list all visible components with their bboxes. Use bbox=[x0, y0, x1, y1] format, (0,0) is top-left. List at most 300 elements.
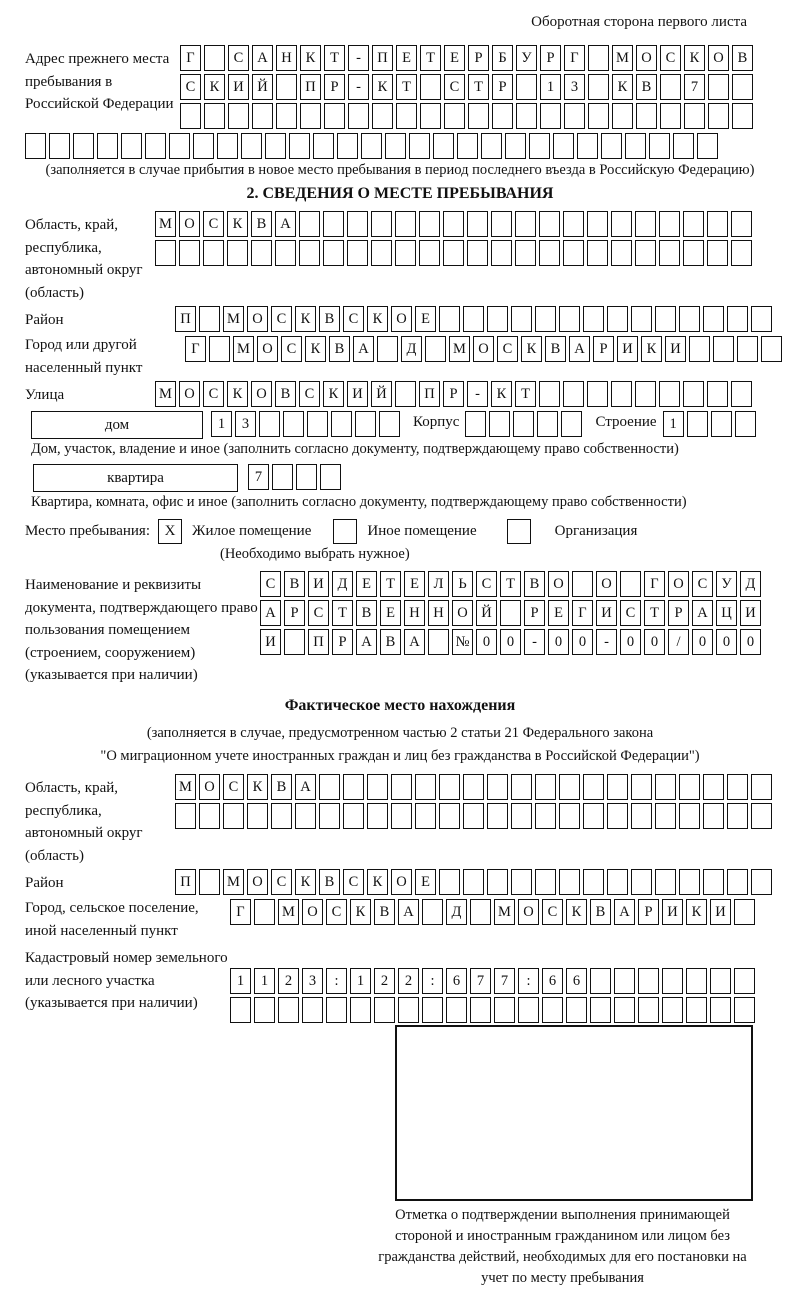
char-cell[interactable]: Д bbox=[740, 571, 761, 597]
char-cell[interactable] bbox=[489, 411, 510, 437]
char-cell[interactable]: В bbox=[329, 336, 350, 362]
char-cell[interactable] bbox=[511, 803, 532, 829]
char-cell[interactable]: С bbox=[299, 381, 320, 407]
char-cell[interactable]: Д bbox=[332, 571, 353, 597]
char-cell[interactable] bbox=[711, 411, 732, 437]
char-cell[interactable] bbox=[491, 211, 512, 237]
char-cell[interactable] bbox=[203, 240, 224, 266]
char-cell[interactable] bbox=[419, 211, 440, 237]
char-cell[interactable]: О bbox=[452, 600, 473, 626]
char-cell[interactable]: А bbox=[569, 336, 590, 362]
char-cell[interactable] bbox=[660, 103, 681, 129]
char-cell[interactable]: С bbox=[692, 571, 713, 597]
stamp-box[interactable] bbox=[395, 1025, 753, 1201]
char-cell[interactable]: Е bbox=[415, 306, 436, 332]
char-cell[interactable]: Е bbox=[396, 45, 417, 71]
char-cell[interactable]: К bbox=[300, 45, 321, 71]
char-cell[interactable]: И bbox=[596, 600, 617, 626]
char-cell[interactable] bbox=[601, 133, 622, 159]
char-cell[interactable] bbox=[683, 211, 704, 237]
char-cell[interactable] bbox=[337, 133, 358, 159]
char-cell[interactable]: Р bbox=[284, 600, 305, 626]
char-cell[interactable]: Г bbox=[564, 45, 585, 71]
char-cell[interactable] bbox=[347, 211, 368, 237]
char-cell[interactable] bbox=[300, 103, 321, 129]
char-cell[interactable] bbox=[539, 211, 560, 237]
char-cell[interactable] bbox=[422, 997, 443, 1023]
char-cell[interactable]: И bbox=[740, 600, 761, 626]
char-cell[interactable] bbox=[331, 411, 352, 437]
char-cell[interactable]: М bbox=[494, 899, 515, 925]
char-cell[interactable]: - bbox=[467, 381, 488, 407]
char-cell[interactable] bbox=[686, 997, 707, 1023]
char-cell[interactable] bbox=[377, 336, 398, 362]
char-cell[interactable] bbox=[566, 997, 587, 1023]
char-cell[interactable] bbox=[734, 968, 755, 994]
char-cell[interactable] bbox=[660, 74, 681, 100]
char-cell[interactable]: С bbox=[343, 306, 364, 332]
char-cell[interactable] bbox=[655, 869, 676, 895]
char-cell[interactable]: Ц bbox=[716, 600, 737, 626]
char-cell[interactable]: О bbox=[518, 899, 539, 925]
dom-box[interactable]: дом bbox=[31, 411, 203, 439]
char-cell[interactable]: А bbox=[353, 336, 374, 362]
char-cell[interactable] bbox=[631, 869, 652, 895]
char-cell[interactable] bbox=[355, 411, 376, 437]
char-cell[interactable]: М bbox=[155, 211, 176, 237]
char-cell[interactable] bbox=[587, 381, 608, 407]
char-cell[interactable]: 3 bbox=[235, 411, 256, 437]
char-cell[interactable]: С bbox=[542, 899, 563, 925]
char-cell[interactable]: О bbox=[391, 306, 412, 332]
char-cell[interactable]: 3 bbox=[302, 968, 323, 994]
char-cell[interactable] bbox=[611, 240, 632, 266]
char-cell[interactable] bbox=[577, 133, 598, 159]
char-cell[interactable] bbox=[542, 997, 563, 1023]
char-cell[interactable] bbox=[537, 411, 558, 437]
char-cell[interactable] bbox=[457, 133, 478, 159]
char-cell[interactable] bbox=[252, 103, 273, 129]
char-cell[interactable] bbox=[636, 103, 657, 129]
char-cell[interactable] bbox=[467, 240, 488, 266]
char-cell[interactable] bbox=[662, 968, 683, 994]
char-cell[interactable] bbox=[751, 869, 772, 895]
char-cell[interactable] bbox=[563, 240, 584, 266]
char-cell[interactable]: Р bbox=[324, 74, 345, 100]
char-cell[interactable]: И bbox=[617, 336, 638, 362]
char-cell[interactable]: У bbox=[516, 45, 537, 71]
char-cell[interactable] bbox=[228, 103, 249, 129]
char-cell[interactable] bbox=[367, 803, 388, 829]
char-cell[interactable] bbox=[727, 774, 748, 800]
char-cell[interactable] bbox=[559, 803, 580, 829]
char-cell[interactable] bbox=[727, 803, 748, 829]
char-cell[interactable] bbox=[713, 336, 734, 362]
char-cell[interactable] bbox=[583, 803, 604, 829]
char-cell[interactable] bbox=[396, 103, 417, 129]
char-cell[interactable]: К bbox=[204, 74, 225, 100]
char-cell[interactable]: С bbox=[228, 45, 249, 71]
char-cell[interactable]: 1 bbox=[663, 411, 684, 437]
char-cell[interactable] bbox=[361, 133, 382, 159]
char-cell[interactable]: С bbox=[180, 74, 201, 100]
char-cell[interactable] bbox=[529, 133, 550, 159]
char-cell[interactable] bbox=[299, 211, 320, 237]
char-cell[interactable] bbox=[751, 774, 772, 800]
char-cell[interactable]: - bbox=[524, 629, 545, 655]
char-cell[interactable] bbox=[223, 803, 244, 829]
char-cell[interactable]: 7 bbox=[248, 464, 269, 490]
char-cell[interactable]: Й bbox=[476, 600, 497, 626]
char-cell[interactable] bbox=[398, 997, 419, 1023]
char-cell[interactable] bbox=[703, 306, 724, 332]
char-cell[interactable] bbox=[419, 240, 440, 266]
char-cell[interactable] bbox=[265, 133, 286, 159]
char-cell[interactable] bbox=[588, 103, 609, 129]
char-cell[interactable] bbox=[324, 103, 345, 129]
char-cell[interactable] bbox=[631, 774, 652, 800]
char-cell[interactable] bbox=[385, 133, 406, 159]
char-cell[interactable] bbox=[655, 306, 676, 332]
char-cell[interactable] bbox=[734, 997, 755, 1023]
char-cell[interactable] bbox=[505, 133, 526, 159]
char-cell[interactable]: М bbox=[612, 45, 633, 71]
char-cell[interactable] bbox=[204, 103, 225, 129]
char-cell[interactable]: 2 bbox=[374, 968, 395, 994]
char-cell[interactable]: С bbox=[203, 381, 224, 407]
char-cell[interactable]: К bbox=[227, 211, 248, 237]
char-cell[interactable] bbox=[679, 306, 700, 332]
char-cell[interactable]: П bbox=[372, 45, 393, 71]
char-cell[interactable] bbox=[638, 968, 659, 994]
char-cell[interactable] bbox=[683, 240, 704, 266]
char-cell[interactable]: Н bbox=[404, 600, 425, 626]
char-cell[interactable] bbox=[679, 869, 700, 895]
char-cell[interactable] bbox=[635, 211, 656, 237]
char-cell[interactable]: В bbox=[356, 600, 377, 626]
char-cell[interactable] bbox=[391, 774, 412, 800]
char-cell[interactable] bbox=[371, 240, 392, 266]
char-cell[interactable]: Г bbox=[180, 45, 201, 71]
char-cell[interactable] bbox=[590, 968, 611, 994]
char-cell[interactable] bbox=[761, 336, 782, 362]
char-cell[interactable]: Т bbox=[380, 571, 401, 597]
char-cell[interactable] bbox=[307, 411, 328, 437]
char-cell[interactable]: Г bbox=[644, 571, 665, 597]
char-cell[interactable] bbox=[659, 240, 680, 266]
checkbox-inoe[interactable] bbox=[333, 519, 357, 544]
char-cell[interactable]: Т bbox=[420, 45, 441, 71]
char-cell[interactable] bbox=[230, 997, 251, 1023]
char-cell[interactable]: В bbox=[545, 336, 566, 362]
char-cell[interactable] bbox=[180, 103, 201, 129]
char-cell[interactable] bbox=[446, 997, 467, 1023]
char-cell[interactable]: М bbox=[155, 381, 176, 407]
char-cell[interactable]: А bbox=[260, 600, 281, 626]
char-cell[interactable]: 0 bbox=[620, 629, 641, 655]
char-cell[interactable] bbox=[395, 240, 416, 266]
char-cell[interactable] bbox=[614, 968, 635, 994]
char-cell[interactable]: : bbox=[326, 968, 347, 994]
kvartira-box[interactable]: квартира bbox=[33, 464, 238, 492]
char-cell[interactable]: Е bbox=[380, 600, 401, 626]
char-cell[interactable]: А bbox=[692, 600, 713, 626]
char-cell[interactable] bbox=[97, 133, 118, 159]
char-cell[interactable]: 6 bbox=[446, 968, 467, 994]
char-cell[interactable]: Т bbox=[324, 45, 345, 71]
char-cell[interactable] bbox=[247, 803, 268, 829]
char-cell[interactable]: О bbox=[548, 571, 569, 597]
char-cell[interactable]: 2 bbox=[398, 968, 419, 994]
char-cell[interactable]: А bbox=[356, 629, 377, 655]
char-cell[interactable] bbox=[367, 774, 388, 800]
char-cell[interactable] bbox=[420, 74, 441, 100]
char-cell[interactable] bbox=[607, 306, 628, 332]
char-cell[interactable]: К bbox=[367, 306, 388, 332]
char-cell[interactable]: Т bbox=[468, 74, 489, 100]
char-cell[interactable] bbox=[732, 103, 753, 129]
char-cell[interactable] bbox=[271, 803, 292, 829]
char-cell[interactable]: В bbox=[319, 869, 340, 895]
char-cell[interactable] bbox=[470, 997, 491, 1023]
char-cell[interactable]: М bbox=[278, 899, 299, 925]
char-cell[interactable] bbox=[588, 74, 609, 100]
char-cell[interactable]: 7 bbox=[494, 968, 515, 994]
char-cell[interactable] bbox=[470, 899, 491, 925]
char-cell[interactable] bbox=[727, 869, 748, 895]
char-cell[interactable] bbox=[703, 774, 724, 800]
char-cell[interactable] bbox=[73, 133, 94, 159]
char-cell[interactable]: Е bbox=[356, 571, 377, 597]
char-cell[interactable]: - bbox=[596, 629, 617, 655]
char-cell[interactable] bbox=[635, 381, 656, 407]
char-cell[interactable] bbox=[697, 133, 718, 159]
char-cell[interactable]: И bbox=[260, 629, 281, 655]
char-cell[interactable]: К bbox=[521, 336, 542, 362]
char-cell[interactable] bbox=[319, 803, 340, 829]
char-cell[interactable] bbox=[326, 997, 347, 1023]
char-cell[interactable] bbox=[276, 74, 297, 100]
char-cell[interactable] bbox=[323, 240, 344, 266]
char-cell[interactable]: И bbox=[308, 571, 329, 597]
char-cell[interactable] bbox=[587, 240, 608, 266]
char-cell[interactable]: А bbox=[252, 45, 273, 71]
char-cell[interactable] bbox=[350, 997, 371, 1023]
char-cell[interactable]: С bbox=[343, 869, 364, 895]
char-cell[interactable]: В bbox=[732, 45, 753, 71]
char-cell[interactable]: В bbox=[524, 571, 545, 597]
char-cell[interactable]: А bbox=[614, 899, 635, 925]
char-cell[interactable] bbox=[443, 211, 464, 237]
char-cell[interactable]: Р bbox=[492, 74, 513, 100]
char-cell[interactable] bbox=[689, 336, 710, 362]
char-cell[interactable]: 1 bbox=[254, 968, 275, 994]
char-cell[interactable] bbox=[209, 336, 230, 362]
char-cell[interactable] bbox=[487, 306, 508, 332]
char-cell[interactable]: И bbox=[228, 74, 249, 100]
char-cell[interactable]: К bbox=[641, 336, 662, 362]
char-cell[interactable] bbox=[686, 968, 707, 994]
char-cell[interactable]: К bbox=[684, 45, 705, 71]
char-cell[interactable]: - bbox=[348, 74, 369, 100]
char-cell[interactable]: И bbox=[665, 336, 686, 362]
char-cell[interactable]: 1 bbox=[540, 74, 561, 100]
char-cell[interactable]: 7 bbox=[470, 968, 491, 994]
char-cell[interactable] bbox=[347, 240, 368, 266]
char-cell[interactable] bbox=[707, 240, 728, 266]
char-cell[interactable] bbox=[727, 306, 748, 332]
char-cell[interactable]: С bbox=[271, 306, 292, 332]
char-cell[interactable]: М bbox=[223, 306, 244, 332]
char-cell[interactable] bbox=[391, 803, 412, 829]
char-cell[interactable]: 0 bbox=[500, 629, 521, 655]
char-cell[interactable] bbox=[607, 803, 628, 829]
char-cell[interactable] bbox=[518, 997, 539, 1023]
char-cell[interactable] bbox=[553, 133, 574, 159]
char-cell[interactable] bbox=[625, 133, 646, 159]
char-cell[interactable]: Р bbox=[468, 45, 489, 71]
char-cell[interactable]: В bbox=[319, 306, 340, 332]
char-cell[interactable]: С bbox=[308, 600, 329, 626]
char-cell[interactable]: С bbox=[326, 899, 347, 925]
char-cell[interactable]: К bbox=[247, 774, 268, 800]
char-cell[interactable]: К bbox=[372, 74, 393, 100]
char-cell[interactable] bbox=[199, 803, 220, 829]
char-cell[interactable]: И bbox=[710, 899, 731, 925]
char-cell[interactable]: Г bbox=[185, 336, 206, 362]
char-cell[interactable]: А bbox=[275, 211, 296, 237]
char-cell[interactable] bbox=[372, 103, 393, 129]
char-cell[interactable] bbox=[731, 240, 752, 266]
char-cell[interactable] bbox=[395, 211, 416, 237]
char-cell[interactable] bbox=[204, 45, 225, 71]
char-cell[interactable] bbox=[467, 211, 488, 237]
char-cell[interactable]: 0 bbox=[716, 629, 737, 655]
char-cell[interactable] bbox=[710, 968, 731, 994]
char-cell[interactable] bbox=[500, 600, 521, 626]
char-cell[interactable]: В bbox=[636, 74, 657, 100]
char-cell[interactable]: Л bbox=[428, 571, 449, 597]
char-cell[interactable] bbox=[275, 240, 296, 266]
char-cell[interactable] bbox=[199, 869, 220, 895]
char-cell[interactable] bbox=[612, 103, 633, 129]
char-cell[interactable]: Е bbox=[548, 600, 569, 626]
char-cell[interactable] bbox=[494, 997, 515, 1023]
char-cell[interactable]: Р bbox=[443, 381, 464, 407]
char-cell[interactable] bbox=[278, 997, 299, 1023]
char-cell[interactable] bbox=[169, 133, 190, 159]
char-cell[interactable] bbox=[320, 464, 341, 490]
char-cell[interactable] bbox=[25, 133, 46, 159]
char-cell[interactable] bbox=[607, 774, 628, 800]
char-cell[interactable] bbox=[516, 103, 537, 129]
char-cell[interactable]: С bbox=[260, 571, 281, 597]
char-cell[interactable]: И bbox=[662, 899, 683, 925]
char-cell[interactable]: Б bbox=[492, 45, 513, 71]
char-cell[interactable]: У bbox=[716, 571, 737, 597]
char-cell[interactable] bbox=[649, 133, 670, 159]
char-cell[interactable]: К bbox=[491, 381, 512, 407]
char-cell[interactable] bbox=[227, 240, 248, 266]
char-cell[interactable] bbox=[710, 997, 731, 1023]
char-cell[interactable]: Е bbox=[415, 869, 436, 895]
char-cell[interactable]: О bbox=[199, 774, 220, 800]
char-cell[interactable] bbox=[535, 774, 556, 800]
char-cell[interactable] bbox=[564, 103, 585, 129]
char-cell[interactable]: Й bbox=[371, 381, 392, 407]
char-cell[interactable]: С bbox=[281, 336, 302, 362]
char-cell[interactable]: М bbox=[449, 336, 470, 362]
char-cell[interactable] bbox=[511, 774, 532, 800]
char-cell[interactable] bbox=[684, 103, 705, 129]
char-cell[interactable] bbox=[439, 306, 460, 332]
char-cell[interactable] bbox=[535, 869, 556, 895]
char-cell[interactable] bbox=[415, 803, 436, 829]
char-cell[interactable]: П bbox=[300, 74, 321, 100]
char-cell[interactable]: Е bbox=[404, 571, 425, 597]
char-cell[interactable]: О bbox=[636, 45, 657, 71]
char-cell[interactable]: В bbox=[374, 899, 395, 925]
char-cell[interactable] bbox=[409, 133, 430, 159]
char-cell[interactable] bbox=[491, 240, 512, 266]
char-cell[interactable] bbox=[703, 869, 724, 895]
char-cell[interactable]: О bbox=[247, 869, 268, 895]
char-cell[interactable]: 1 bbox=[230, 968, 251, 994]
char-cell[interactable] bbox=[468, 103, 489, 129]
char-cell[interactable]: № bbox=[452, 629, 473, 655]
char-cell[interactable] bbox=[708, 74, 729, 100]
char-cell[interactable]: О bbox=[708, 45, 729, 71]
char-cell[interactable]: С bbox=[497, 336, 518, 362]
char-cell[interactable]: В bbox=[380, 629, 401, 655]
char-cell[interactable]: 6 bbox=[566, 968, 587, 994]
char-cell[interactable]: Г bbox=[572, 600, 593, 626]
char-cell[interactable] bbox=[289, 133, 310, 159]
char-cell[interactable] bbox=[655, 774, 676, 800]
char-cell[interactable] bbox=[590, 997, 611, 1023]
char-cell[interactable] bbox=[659, 211, 680, 237]
char-cell[interactable] bbox=[302, 997, 323, 1023]
char-cell[interactable] bbox=[588, 45, 609, 71]
char-cell[interactable] bbox=[735, 411, 756, 437]
char-cell[interactable]: К bbox=[612, 74, 633, 100]
char-cell[interactable] bbox=[638, 997, 659, 1023]
char-cell[interactable] bbox=[145, 133, 166, 159]
char-cell[interactable] bbox=[659, 381, 680, 407]
char-cell[interactable] bbox=[443, 240, 464, 266]
char-cell[interactable] bbox=[121, 133, 142, 159]
char-cell[interactable]: Ь bbox=[452, 571, 473, 597]
char-cell[interactable]: Т bbox=[500, 571, 521, 597]
char-cell[interactable]: В bbox=[275, 381, 296, 407]
char-cell[interactable] bbox=[487, 803, 508, 829]
char-cell[interactable] bbox=[254, 997, 275, 1023]
char-cell[interactable] bbox=[734, 899, 755, 925]
char-cell[interactable]: 6 bbox=[542, 968, 563, 994]
char-cell[interactable] bbox=[737, 336, 758, 362]
char-cell[interactable]: 3 bbox=[564, 74, 585, 100]
char-cell[interactable] bbox=[732, 74, 753, 100]
char-cell[interactable] bbox=[687, 411, 708, 437]
char-cell[interactable] bbox=[572, 571, 593, 597]
char-cell[interactable] bbox=[563, 211, 584, 237]
char-cell[interactable]: М bbox=[175, 774, 196, 800]
char-cell[interactable] bbox=[175, 803, 196, 829]
char-cell[interactable]: О bbox=[179, 211, 200, 237]
char-cell[interactable] bbox=[561, 411, 582, 437]
char-cell[interactable] bbox=[515, 211, 536, 237]
char-cell[interactable]: Р bbox=[638, 899, 659, 925]
